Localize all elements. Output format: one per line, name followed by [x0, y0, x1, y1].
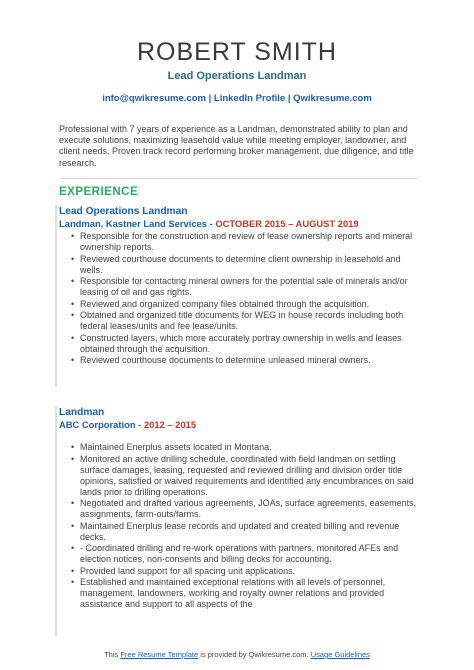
job-accent-bar	[55, 406, 57, 636]
professional-summary: Professional with 7 years of experience as a Landman, demonstrated ability to plan and execute solutions, maximizing leasehold value while meeting employer, landowner, and client needs. Proven track record performing broker management, due diligence, and title research.	[59, 124, 414, 168]
experience-heading: EXPERIENCE	[59, 186, 139, 198]
email-link[interactable]: info@qwikresume.com	[102, 93, 206, 104]
list-item: • Responsible for contacting mineral owners for the potential sale of minerals and/or leasing of oil and gas rights.	[71, 276, 417, 298]
list-item: • Monitored an active drilling schedule, coordinated with field landman on settling surface damages, leasing, requested and reviewed drilling and division order title opinions, satisfied or waived requirements and identified any encumbrances on said lands prior to drilling operations.	[71, 454, 417, 498]
contact-line	[0, 93, 474, 104]
list-item: • Reviewed and organized company files obtained through the acquisition.	[71, 299, 417, 310]
job-dates: 2012 – 2015	[143, 419, 197, 430]
footer-middle: is provided by Qwikresume.com.	[198, 650, 311, 659]
list-item: • Maintained Enerplus lease records and updated and created billing and revenue decks.	[71, 521, 417, 543]
footer-prefix: This	[104, 650, 121, 659]
list-item: • Constructed layers, which more accurately portray ownership in wells and leases obtained through the acquisition.	[71, 333, 417, 355]
job-entry	[59, 206, 417, 367]
usage-guidelines-link[interactable]: Usage Guidelines	[310, 650, 370, 659]
list-item: • Reviewed courthouse documents to determine client ownership in leasehold and wells.	[71, 254, 417, 276]
footer-note	[0, 650, 474, 659]
linkedin-link[interactable]: LinkedIn Profile	[213, 93, 286, 104]
list-item: • Responsible for the construction and review of lease ownership reports and mineral ownership reports.	[71, 231, 417, 253]
job-accent-bar	[55, 205, 57, 387]
website-link[interactable]: Qwikresume.com	[293, 93, 372, 104]
list-item: • Negotiated and drafted various agreements, JOAs, surface agreements, easements, assignments, farm-outs/farms.	[71, 498, 417, 520]
job-title: Lead Operations Landman	[59, 206, 188, 217]
section-divider	[59, 178, 417, 179]
job-duties-list	[59, 442, 417, 610]
job-dates: OCTOBER 2015 – AUGUST 2019	[215, 218, 359, 229]
job-dash: -	[206, 218, 216, 229]
list-item: • - Coordinated drilling and re-work operations with partners, monitored AFEs and election notices, non-consents and billing decks for accounting.	[71, 543, 417, 565]
candidate-role: Lead Operations Landman	[167, 70, 307, 82]
job-entry	[59, 407, 417, 611]
list-item: • Established and maintained exceptional relations with all levels of personnel, management, landowners, working and royalty owner relations and provided assistance and support to all aspects of the	[71, 577, 417, 610]
job-company: Landman, Kastner Land Services	[59, 218, 207, 229]
contact-separator: |	[287, 93, 291, 104]
contact-separator: |	[208, 93, 212, 104]
job-duties-list	[59, 231, 417, 366]
free-template-link[interactable]: Free Resume Template	[120, 650, 199, 659]
job-company: ABC Corporation	[59, 419, 136, 430]
job-dash: -	[135, 419, 144, 430]
list-item: • Reviewed courthouse documents to determine unleased mineral owners.	[71, 355, 417, 366]
list-item: • Provided land support for all spacing unit applications.	[71, 566, 417, 577]
job-company-line	[59, 419, 417, 430]
job-title: Landman	[59, 407, 105, 418]
list-item: • Maintained Enerplus assets located in Montana.	[71, 442, 417, 453]
job-company-line	[59, 218, 417, 229]
candidate-name: ROBERT SMITH	[137, 38, 337, 66]
list-item: • Obtained and organized title documents for WEG in house records including both federal leases/units and fee lease/units.	[71, 310, 417, 332]
